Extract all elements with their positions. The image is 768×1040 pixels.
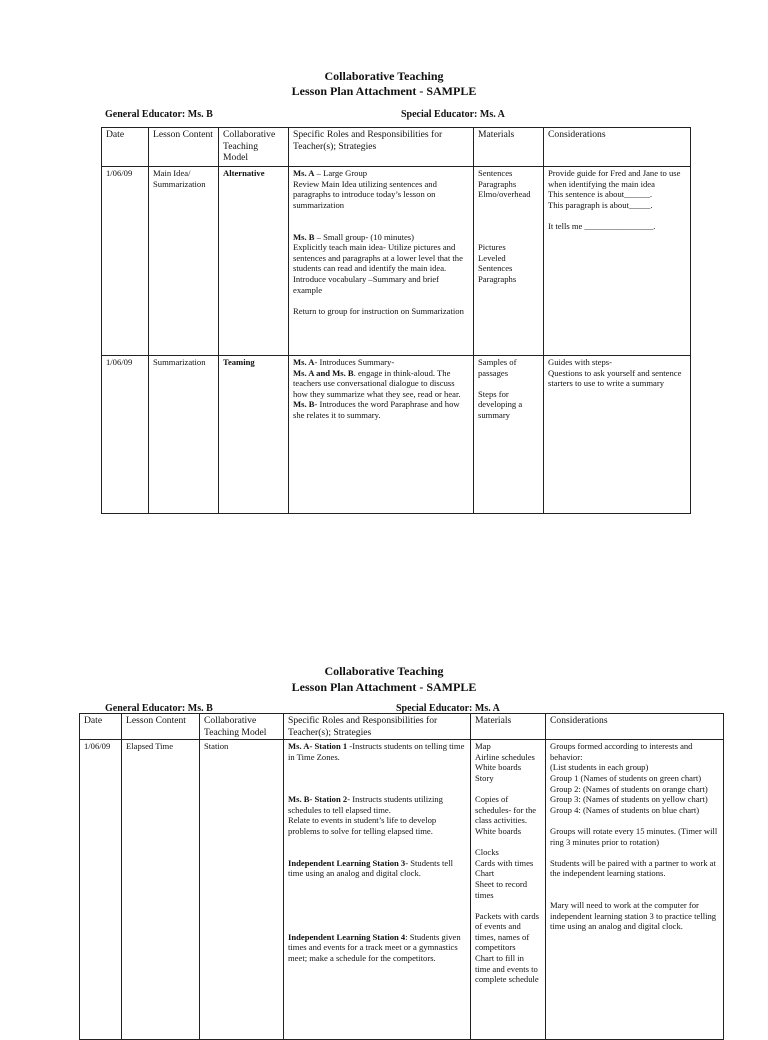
col-header-materials: Materials [474,128,544,167]
role-paragraph [293,368,469,400]
role-paragraph [288,762,466,773]
cell-line: Story [475,772,494,783]
role-paragraph [288,773,466,784]
row-considerations [544,167,691,356]
row-teaching-model: Teaming [219,356,289,514]
role-label: Independent Learning Station 4 [288,931,406,942]
col-header-teaching-model: Collaborative Teaching Model [219,128,289,167]
role-text: Relate to events in student’s life to develop problems to solve for telling elapsed time. [288,815,437,836]
cell-line: Questions to ask yourself and sentence starters to use to write a summary [548,367,682,389]
cell-line: White boards [475,762,522,773]
cell-line: Packets with cards of events and times, names of competitors [475,910,539,953]
role-text: – Large Group [314,168,368,178]
cell-line: Sentences [478,263,513,274]
cell-line: Group 3: (Names of students on yellow chart) [550,794,708,805]
col-header-considerations: Considerations [546,714,724,740]
cell-line [478,378,539,389]
cell-line [550,815,719,826]
role-paragraph [293,221,469,232]
cell-line [548,210,686,221]
role-label: Ms. A- Station 1 [288,741,348,752]
row-date: 1/06/09 [102,167,149,356]
cell-line: Group 2: (Names of students on orange chart) [550,783,708,794]
cell-line [475,837,541,848]
lesson-plan-table-1 [101,127,691,514]
cell-line [550,879,719,890]
col-header-considerations: Considerations [544,128,691,167]
role-text: - Students tell time using an analog and digital clock. [288,857,453,879]
cell-line [478,210,539,221]
cell-line: White boards [475,825,522,836]
cell-line: Group 1 (Names of students on green chart) [550,772,702,783]
row-considerations [544,356,691,514]
row-date: 1/06/09 [80,740,122,1040]
role-paragraph [288,794,466,815]
col-header-teaching-model: Collaborative Teaching Model [200,714,284,740]
row-lesson-content: Summarization [149,356,219,514]
row-date: 1/06/09 [102,356,149,514]
role-paragraph [293,295,469,306]
role-label: Ms. B [293,399,315,410]
cell-line: Paragraphs [478,273,517,284]
row-teaching-model: Alternative [219,167,289,356]
role-paragraph [293,210,469,221]
role-text: - Introduces Summary- [314,357,395,367]
col-header-lesson-content: Lesson Content [149,128,219,167]
role-paragraph [288,890,466,901]
doc-subtitle: Lesson Plan Attachment - SAMPLE [291,84,477,98]
cell-line: Airline schedules [475,751,535,762]
cell-line: Samples of passages [478,357,517,378]
doc-subtitle: Lesson Plan Attachment - SAMPLE [291,680,477,694]
doc-title: Collaborative Teaching [324,69,444,83]
role-text: Explicitly teach main idea- Utilize pictures and sentences and paragraphs at a lower level that the students can read and identify the main idea. [293,242,463,274]
role-paragraph [293,306,469,317]
role-paragraph [288,858,466,879]
row-lesson-content: Elapsed Time [122,740,200,1040]
cell-line [550,890,719,901]
role-text: – Small group- (10 minutes) [314,231,415,242]
cell-line [475,900,541,911]
cell-line: Sentences [478,168,513,178]
cell-line [475,784,541,795]
role-paragraph [288,741,466,762]
cell-line: Groups will rotate every 15 minutes. (Timer will ring 3 minutes prior to rotation) [550,825,718,847]
cell-line [550,847,719,858]
cell-line: Mary will need to work at the computer for independent learning station 3 to practice telling time using an analog and digital clock. [550,900,717,932]
cell-line: Leveled [478,252,506,263]
role-paragraph [288,837,466,848]
row-roles [284,740,471,1040]
role-paragraph [288,911,466,922]
lesson-plan-table-2 [79,713,724,1040]
row-teaching-model: Station [200,740,284,1040]
role-paragraph [293,179,469,211]
role-paragraph [288,879,466,890]
role-paragraph [288,921,466,932]
table-row [102,167,691,356]
cell-line: Provide guide for Fred and Jane to use when identifying the main idea [548,168,681,189]
cell-line: This paragraph is about_____. [548,199,653,210]
role-paragraph [293,168,469,179]
row-materials [474,356,544,514]
role-text: Introduce vocabulary –Summary and brief example [293,273,440,295]
cell-line: This sentence is about______. [548,189,653,200]
row-considerations [546,740,724,1040]
col-header-materials: Materials [471,714,546,740]
role-label: Ms. A [293,357,315,367]
row-materials [474,167,544,356]
cell-line: Clocks [475,847,499,858]
cell-line: Cards with times [475,857,534,868]
cell-line: Paragraphs [478,178,517,189]
col-header-lesson-content: Lesson Content [122,714,200,740]
cell-line: Elmo/overhead [478,189,531,200]
cell-line: Students will be paired with a partner to work at the independent learning stations. [550,857,716,879]
cell-line: Groups formed according to interests and behavior: [550,741,693,762]
row-roles [289,167,474,356]
table-row [80,740,724,1040]
cell-line [478,200,539,211]
cell-line [478,221,539,232]
role-text: . engage in think-aloud. The teachers use conversational dialogue to discuss how they summarize what they see, read or hear. [293,367,461,399]
cell-line: Chart [475,868,495,879]
role-paragraph [293,242,469,274]
cell-line: Pictures [478,242,506,253]
role-text: -Instructs students on telling time in Time Zones. [288,741,465,762]
row-roles [289,356,474,514]
role-paragraph [288,932,466,964]
col-header-date: Date [80,714,122,740]
doc-title: Collaborative Teaching [324,664,444,678]
role-text: - Instructs students utilizing schedules to tell elapsed time. [288,794,443,815]
cell-line: Group 4: (Names of students on blue chart) [550,804,700,815]
row-materials [471,740,546,1040]
role-label: Independent Learning Station 3 [288,857,406,868]
special-educator: Special Educator: Ms. A [396,703,500,714]
cell-line [478,232,539,243]
cell-line: Steps for developing a summary [478,388,523,420]
col-header-date: Date [102,128,149,167]
col-header-roles: Specific Roles and Responsibilities for Teacher(s); Strategies [284,714,471,740]
role-label: Ms. A [293,168,315,178]
table-header-row [80,714,724,740]
special-educator: Special Educator: Ms. A [401,109,505,120]
role-paragraph [288,784,466,795]
role-paragraph [293,357,469,368]
role-text: - Introduces the word Paraphrase and how she relates it to summary. [293,399,460,420]
role-text: : Students given times and events for a track meet or a gymnastics meet; make a schedule for the competitors. [288,931,461,964]
cell-line: Sheet to record times [475,878,528,900]
row-lesson-content: Main Idea/ Summarization [149,167,219,356]
role-paragraph [288,815,466,836]
role-paragraph [293,399,469,420]
role-text: Return to group for instruction on Summarization [293,305,464,316]
cell-line: Chart to fill in time and events to complete schedule [475,953,539,985]
general-educator: General Educator: Ms. B [105,109,213,120]
cell-line: (List students in each group) [550,762,649,773]
role-paragraph [293,274,469,295]
role-paragraph [293,232,469,243]
role-label: Ms. A and Ms. B [293,367,354,378]
table-header-row [102,128,691,167]
cell-line: Map [475,741,491,752]
table-row [102,356,691,514]
role-label: Ms. B [293,231,315,242]
cell-line: It tells me ________________. [548,220,656,231]
cell-line: Copies of schedules- for the class activities. [475,794,537,826]
role-paragraph [288,847,466,858]
cell-line: Guides with steps- [548,357,612,367]
general-educator: General Educator: Ms. B [105,703,213,714]
role-label: Ms. B- Station 2 [288,794,348,805]
role-text: Review Main Idea utilizing sentences and paragraphs to introduce today’s lesson on summarization [293,178,437,210]
role-paragraph [288,900,466,911]
col-header-roles: Specific Roles and Responsibilities for Teacher(s); Strategies [289,128,474,167]
